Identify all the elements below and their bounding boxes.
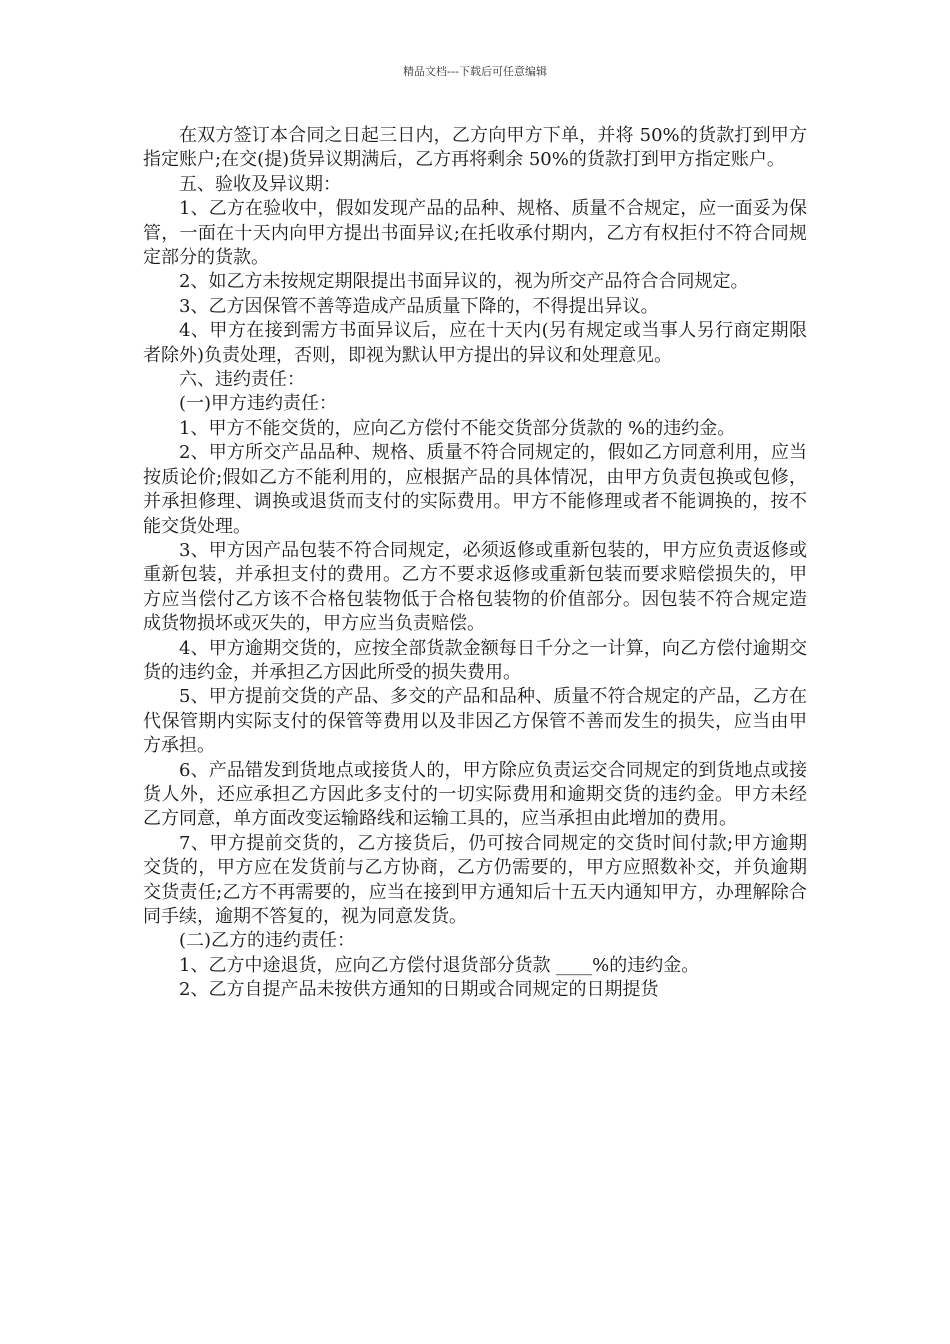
clause-inspection-3: 3、乙方因保管不善等造成产品质量下降的，不得提出异议。 [179,295,659,317]
clause-party-b-1: 1、乙方中途退货，应向乙方偿付退货部分货款 ____%的违约金。 [179,954,700,976]
clause-party-a-7: 7、甲方提前交货的，乙方接货后，仍可按合同规定的交货时间付款;甲方逾期交货的，甲方应在发货前与乙方协商，乙方仍需要的，甲方应照数补交，并负逾期交货责任;乙方不再需要的，应当在接到甲方通知后十五天内通知甲方，办理解除合同手续，逾期不答复的，视为同意发货。 [143,832,807,927]
clause-party-b-2: 2、乙方自提产品未按供方通知的日期或合同规定的日期提货 [179,979,659,1001]
clause-inspection-2: 2、如乙方未按规定期限提出书面异议的，视为所交产品符合合同规定。 [179,271,749,293]
section-heading-liability: 六、违约责任： [179,369,305,391]
clause-party-a-2: 2、甲方所交产品品种、规格、质量不符合同规定的，假如乙方同意利用，应当按质论价;假如乙方不能利用的，应根据产品的具体情况，由甲方负责包换或包修，并承担修理、调换或退货而支付的实际费用。甲方不能修理或者不能调换的，按不能交货处理。 [143,442,807,537]
clause-party-a-5: 5、甲方提前交货的产品、多交的产品和品种、质量不符合规定的产品，乙方在代保管期内实际支付的保管等费用以及非因乙方保管不善而发生的损失，应当由甲方承担。 [143,686,807,757]
clause-party-a-6: 6、产品错发到货地点或接货人的，甲方除应负责运交合同规定的到货地点或接货人外，还应承担乙方因此多支付的一切实际费用和逾期交货的违约金。甲方未经乙方同意，单方面改变运输路线和运输工具的，应当承担由此增加的费用。 [143,759,807,830]
document-body [143,124,807,1003]
clause-inspection-4: 4、甲方在接到需方书面异议后，应在十天内(另有规定或当事人另行商定期限者除外)负责处理，否则，即视为默认甲方提出的异议和处理意见。 [143,320,807,366]
subsection-heading-party-a: (一)甲方违约责任： [179,393,338,415]
subsection-heading-party-b: (二)乙方的违约责任： [179,930,356,952]
clause-party-a-1: 1、甲方不能交货的，应向乙方偿付不能交货部分货款的 %的违约金。 [179,417,736,439]
clause-inspection-1: 1、乙方在验收中，假如发现产品的品种、规格、质量不合规定，应一面妥为保管，一面在十天内向甲方提出书面异议;在托收承付期内，乙方有权拒付不符合同规定部分的货款。 [143,198,807,269]
section-heading-inspection: 五、验收及异议期： [179,173,341,195]
paragraph-payment-terms: 在双方签订本合同之日起三日内，乙方向甲方下单，并将 50%的货款打到甲方指定账户;在交(提)货异议期满后，乙方再将剩余 50%的货款打到甲方指定账户。 [143,125,807,171]
page-header: 精品文档---下载后可任意编辑 [403,65,547,78]
clause-party-a-4: 4、甲方逾期交货的，应按全部货款金额每日千分之一计算，向乙方偿付逾期交货的违约金，并承担乙方因此所受的损失费用。 [143,637,807,683]
clause-party-a-3: 3、甲方因产品包装不符合同规定，必须返修或重新包装的，甲方应负责返修或重新包装，并承担支付的费用。乙方不要求返修或重新包装而要求赔偿损失的，甲方应当偿付乙方该不合格包装物低于合格包装物的价值部分。因包装不符合规定造成货物损坏或灭失的，甲方应当负责赔偿。 [143,539,807,635]
